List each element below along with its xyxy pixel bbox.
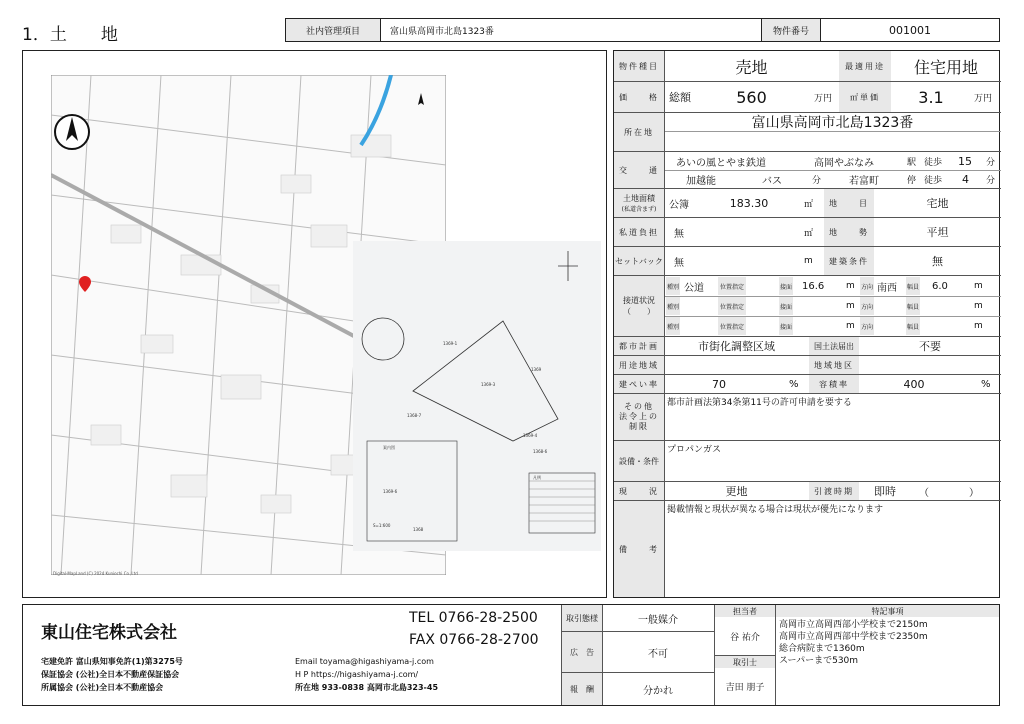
tsubo-value: 3.1 — [918, 87, 944, 107]
road-m4: m — [974, 301, 983, 311]
kind-label: 物件種目 — [614, 51, 664, 81]
road-pos-label-3: 位置指定 — [718, 317, 746, 335]
private-label: 私道負担 — [614, 218, 664, 246]
survey-label: 1369-6 — [383, 489, 398, 494]
road-m6: m — [974, 321, 983, 331]
private-unit: ㎡ — [804, 228, 814, 239]
company-address: 所在地 933-0838 高岡市北島323-45 — [295, 682, 439, 692]
handover-label: 引渡時期 — [809, 482, 859, 500]
note-item: スーパーまで530m — [779, 656, 859, 665]
notes-label: 特記事項 — [776, 605, 999, 617]
road-m5: m — [846, 321, 855, 331]
other-value: 都市計画法第34条第11号の許可申請を要する — [667, 397, 852, 408]
mgmt-value: 富山県高岡市北島1323番 — [390, 26, 494, 37]
prop-no-label: 物件番号 — [761, 19, 821, 41]
price-value: 560 — [736, 87, 767, 107]
road-m2: m — [974, 281, 983, 291]
other-label-1: その他 — [624, 402, 654, 411]
license-1: 宅建免許 富山県知事免許(1)第3275号 — [41, 656, 183, 666]
survey-label: 1369-4 — [523, 433, 538, 438]
private-value: 無 — [674, 228, 684, 240]
city-label: 都市計画 — [614, 337, 664, 355]
road-width-label-2: 幅員 — [906, 297, 920, 315]
road-dir-value: 南西 — [877, 282, 897, 294]
company-fax: FAX 0766-28-2700 — [409, 632, 539, 648]
survey-label: 1369-1 — [443, 341, 458, 346]
survey-label: 1369 — [531, 367, 542, 372]
report-value: 不要 — [919, 340, 941, 353]
note-item: 高岡市立高岡西部中学校まで2350m — [779, 632, 928, 641]
survey-label: 1368 — [413, 527, 424, 532]
traffic-bus: バス — [762, 175, 782, 187]
use-label: 最適用途 — [839, 51, 891, 81]
status-label: 現 況 — [614, 482, 664, 500]
trade-label: 取引態様 — [562, 605, 602, 631]
zone-label: 用途地域 — [614, 356, 664, 374]
fee-value: 分かれ — [643, 685, 673, 697]
traffic-line2: 加越能 — [686, 175, 716, 187]
kind-value: 売地 — [735, 57, 768, 77]
area-kind: 公簿 — [669, 199, 689, 211]
road-label-sub: （ ） — [623, 307, 655, 316]
survey-label: 1368-6 — [533, 449, 548, 454]
traffic-station: 高岡やぶなみ — [814, 157, 874, 169]
note-item: 総合病院まで1360m — [779, 644, 865, 653]
road-label-text: 接道状況 — [623, 296, 655, 305]
tsubo-label: ㎡単価 — [839, 82, 891, 112]
far-label: 容積率 — [809, 375, 859, 393]
traffic-walk1: 徒歩 — [924, 157, 943, 168]
handover-paren: （ ） — [919, 487, 979, 499]
traffic-stop-unit: 停 — [907, 175, 917, 186]
traffic-min1: 15 — [958, 154, 972, 168]
other-label-2: 法令上の — [619, 412, 659, 421]
traffic-unit1: 分 — [986, 157, 996, 168]
section-title: 1．土 地 — [22, 25, 118, 45]
traffic-stop: 若富町 — [849, 175, 879, 187]
details-table — [613, 50, 1000, 598]
traffic-line1: あいの風とやま鉄道 — [676, 157, 766, 169]
road-face-label-3: 接面 — [779, 317, 793, 335]
other-label — [614, 394, 664, 440]
address-value: 富山県高岡市北島1323番 — [751, 115, 914, 131]
cond-value: 無 — [932, 255, 943, 268]
setback-unit: m — [804, 256, 813, 266]
company-hp: H P https://higashiyama-j.com/ — [295, 669, 419, 679]
legend-title: 凡例 — [533, 475, 541, 480]
price-unit: 万円 — [814, 93, 833, 104]
status-value: 更地 — [725, 485, 748, 498]
far-value: 400 — [903, 377, 925, 391]
other-label-3: 制限 — [629, 422, 649, 431]
price-label: 価 格 — [614, 82, 664, 112]
area-label-sub: (私道含まず) — [621, 206, 657, 213]
survey-label: S=1:600 — [373, 523, 391, 528]
fee-label: 報 酬 — [562, 673, 602, 705]
road-kind-label-2: 種別 — [666, 297, 680, 315]
staff-label: 担当者 — [715, 605, 775, 617]
company-email: Email toyama@higashiyama-j.com — [295, 656, 434, 666]
trader-value: 吉田 朋子 — [725, 682, 765, 693]
road-kind-label-3: 種別 — [666, 317, 680, 335]
area-value: 183.30 — [729, 196, 769, 210]
equip-label: 設備・条件 — [614, 441, 664, 481]
traffic-label: 交 通 — [614, 152, 664, 188]
traffic-walk2: 徒歩 — [924, 175, 943, 186]
road-kind-value: 公道 — [684, 282, 704, 294]
road-dir-label-2: 方向 — [860, 297, 874, 315]
remarks-label: 備 考 — [614, 501, 664, 597]
map-panel — [22, 50, 607, 598]
road-face-label: 接面 — [779, 277, 793, 295]
use-value: 住宅用地 — [913, 57, 978, 77]
road-kind-label: 種別 — [666, 277, 680, 295]
bcr-pct: % — [789, 378, 799, 390]
area-label — [614, 189, 664, 217]
chimoku-value: 宅地 — [926, 197, 949, 210]
company-name: 東山住宅株式会社 — [41, 622, 177, 641]
company-tel: TEL 0766-28-2500 — [409, 610, 538, 626]
traffic-bus-unit: 分 — [812, 175, 822, 186]
note-item: 高岡市立高岡西部小学校まで2150m — [779, 620, 928, 629]
city-value: 市街化調整区域 — [698, 340, 775, 353]
traffic-unit2: 分 — [986, 175, 996, 186]
road-pos-label-2: 位置指定 — [718, 297, 746, 315]
remarks-value: 掲載情報と現状が異なる場合は現状が優先になります — [667, 504, 884, 515]
report-label: 国土法届出 — [809, 337, 859, 355]
ad-value: 不可 — [648, 648, 668, 660]
tsubo-unit: 万円 — [974, 93, 993, 104]
road-m1: m — [846, 281, 855, 291]
survey-label: 1368-7 — [407, 413, 422, 418]
area-label-text: 土地面積 — [623, 194, 655, 203]
road-dir-label-3: 方向 — [860, 317, 874, 335]
survey-plan — [353, 241, 601, 551]
bcr-label: 建ぺい率 — [614, 375, 664, 393]
chimoku-label: 地 目 — [824, 189, 874, 217]
staff-value: 谷 祐介 — [730, 632, 760, 643]
ad-label: 広 告 — [562, 632, 602, 672]
license-2: 保証協会 (公社)全日本不動産保証協会 — [41, 669, 180, 679]
trade-value: 一般媒介 — [638, 614, 678, 626]
setback-value: 無 — [674, 257, 684, 269]
map-copyright: Digital-MapLand (C) 2024 Kuniochi Co.,Ltd — [53, 571, 138, 576]
total-label: 総額 — [669, 91, 691, 104]
traffic-st-unit: 駅 — [907, 157, 917, 168]
road-face-label-2: 接面 — [779, 297, 793, 315]
far-pct: % — [981, 378, 991, 390]
license-3: 所属協会 (公社)全日本不動産協会 — [41, 682, 164, 692]
road-width-label: 幅員 — [906, 277, 920, 295]
equip-value: プロパンガス — [667, 444, 722, 455]
survey-label: 1369-3 — [481, 382, 496, 387]
trader-label: 取引士 — [715, 656, 775, 668]
terrain-value: 平坦 — [926, 226, 949, 239]
road-width-label-3: 幅員 — [906, 317, 920, 335]
handover-value: 即時 — [874, 485, 896, 498]
bcr-value: 70 — [712, 377, 726, 391]
road-pos-label: 位置指定 — [718, 277, 746, 295]
terrain-label: 地 勢 — [824, 218, 874, 246]
footer — [22, 604, 1000, 706]
road-label — [614, 276, 664, 336]
address-label: 所在地 — [614, 113, 664, 151]
district-label: 地域地区 — [809, 356, 859, 374]
road-face-value: 16.6 — [802, 280, 825, 292]
road-dir-label: 方向 — [860, 277, 874, 295]
prop-no-value: 001001 — [889, 23, 931, 37]
area-unit: ㎡ — [804, 199, 814, 210]
inset-title: 案内図 — [383, 445, 395, 450]
cond-label: 建築条件 — [824, 247, 874, 275]
road-m3: m — [846, 301, 855, 311]
setback-label: セットバック — [614, 247, 664, 275]
mgmt-label: 社内管理項目 — [286, 19, 381, 41]
traffic-min2: 4 — [962, 172, 969, 186]
header-bar — [285, 18, 1000, 42]
road-width-value: 6.0 — [932, 280, 948, 292]
